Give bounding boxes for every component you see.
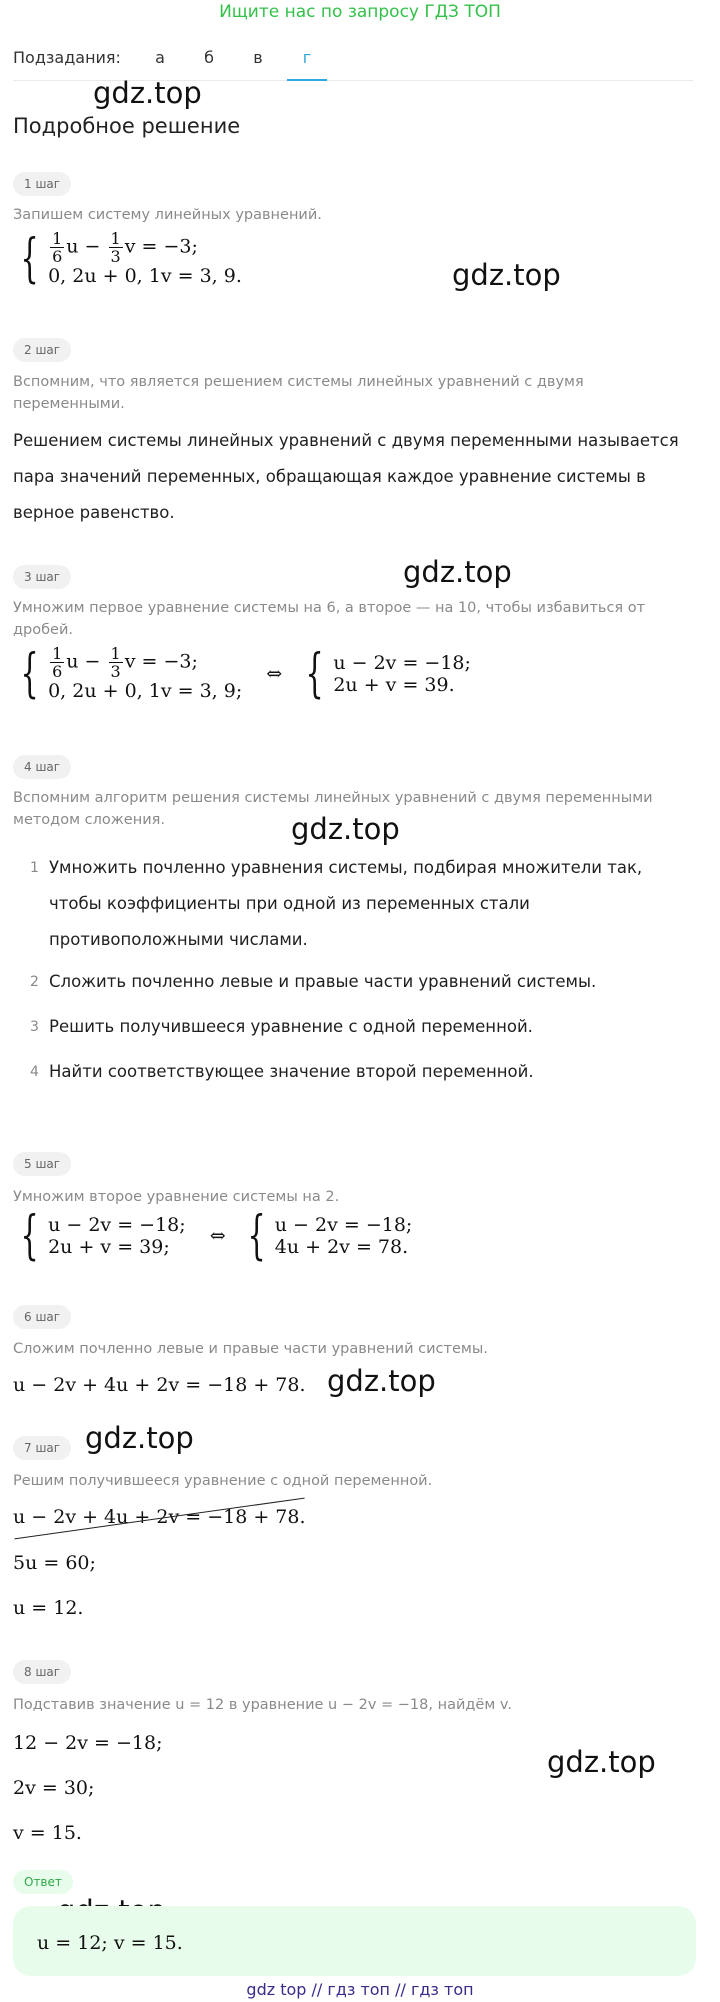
step-text: Умножим первое уравнение системы на 6, а второе — на 10, чтобы избавиться от дробей.	[13, 600, 646, 638]
algorithm-item: 2 Сложить почленно левые и правые части уравнений системы.	[30, 972, 597, 991]
step-badge: 1 шаг	[13, 172, 71, 196]
algorithm-item: 4 Найти соответствующее значение второй переменной.	[30, 1062, 534, 1081]
step-text: Умножим второе уравнение системы на 2.	[13, 1189, 340, 1205]
step-badge: 8 шаг	[13, 1660, 71, 1684]
step-text: Запишем систему линейных уравнений.	[13, 207, 322, 223]
step-text: Сложим почленно левые и правые части уравнений системы.	[13, 1341, 488, 1357]
step-badge: 6 шаг	[13, 1305, 71, 1329]
equation: 12 − 2v = −18;	[13, 1732, 163, 1754]
answer-value: u = 12; v = 15.	[37, 1932, 183, 1954]
tab-a[interactable]: а	[155, 48, 165, 67]
step-text: Вспомним алгоритм решения системы линейных уравнений с двумя переменными методом сложения.	[13, 790, 653, 828]
watermark: gdz.top	[403, 555, 512, 589]
watermark: gdz.top	[327, 1364, 436, 1398]
tab-b[interactable]: б	[204, 48, 214, 67]
watermark: gdz.top	[85, 1421, 194, 1455]
equation: 5u = 60;	[13, 1552, 96, 1574]
definition-text: Решением системы линейных уравнений с двумя переменными называется пара значений переменных, обращающая каждое уравнение системы в верное равенство.	[13, 431, 679, 522]
tab-g[interactable]: г	[287, 48, 327, 81]
equation: v = 15.	[13, 1822, 82, 1844]
watermark: gdz.top	[93, 76, 202, 110]
page-title: Подробное решение	[13, 114, 241, 138]
step-badge: 3 шаг	[13, 565, 71, 589]
watermark: gdz.top	[452, 258, 561, 292]
system-equations: { $\frac{1}{6}$ u − $\frac{1}{3}$ v = −3; 0, 2u + 0, 1v = 3, 9.	[20, 228, 242, 289]
equation: u = 12.	[13, 1597, 84, 1619]
algorithm-item: 3 Решить получившееся уравнение с одной переменной.	[30, 1017, 533, 1036]
step-text: Подставив значение u = 12 в уравнение u − 2v = −18, найдём v.	[13, 1697, 512, 1713]
step-text: Решим получившееся уравнение с одной переменной.	[13, 1473, 433, 1489]
equation: 2v = 30;	[13, 1777, 95, 1799]
watermark: gdz.top	[547, 1745, 656, 1779]
step-badge: 5 шаг	[13, 1152, 71, 1176]
tab-v[interactable]: в	[253, 48, 263, 67]
equation: u − 2v + 4u + 2v = −18 + 78.	[13, 1374, 306, 1396]
step-badge: 2 шаг	[13, 338, 71, 362]
step-badge: 7 шаг	[13, 1436, 71, 1460]
system-equations: { $\frac{1}{6}$ u − $\frac{1}{3}$ v = −3; 0, 2u + 0, 1v = 3, 9; ⇔ { u − 2v = −18; 2u + v = 39.	[20, 643, 471, 704]
step-text: Вспомним, что является решением системы линейных уравнений с двумя переменными.	[13, 374, 584, 412]
footer-links[interactable]: gdz top // гдз топ // гдз топ	[246, 1980, 474, 1999]
step-badge: 4 шаг	[13, 755, 71, 779]
equation-cancelled: u − 2v + 4u + 2v = −18 + 78.	[13, 1506, 306, 1528]
watermark: gdz.top	[291, 812, 400, 846]
answer-badge: Ответ	[13, 1870, 73, 1894]
search-banner: Ищите нас по запросу ГДЗ ТОП	[219, 2, 501, 22]
subtasks-label: Подзадания:	[13, 48, 121, 67]
answer-box	[13, 1906, 696, 1976]
system-equations: { u − 2v = −18; 2u + v = 39; ⇔ { u − 2v = −18; 4u + 2v = 78.	[20, 1206, 413, 1266]
algorithm-item: 1 Умножить почленно уравнения системы, подбирая множители так, чтобы коэффициенты при одной из переменных стали противоположными числами.	[30, 858, 643, 949]
